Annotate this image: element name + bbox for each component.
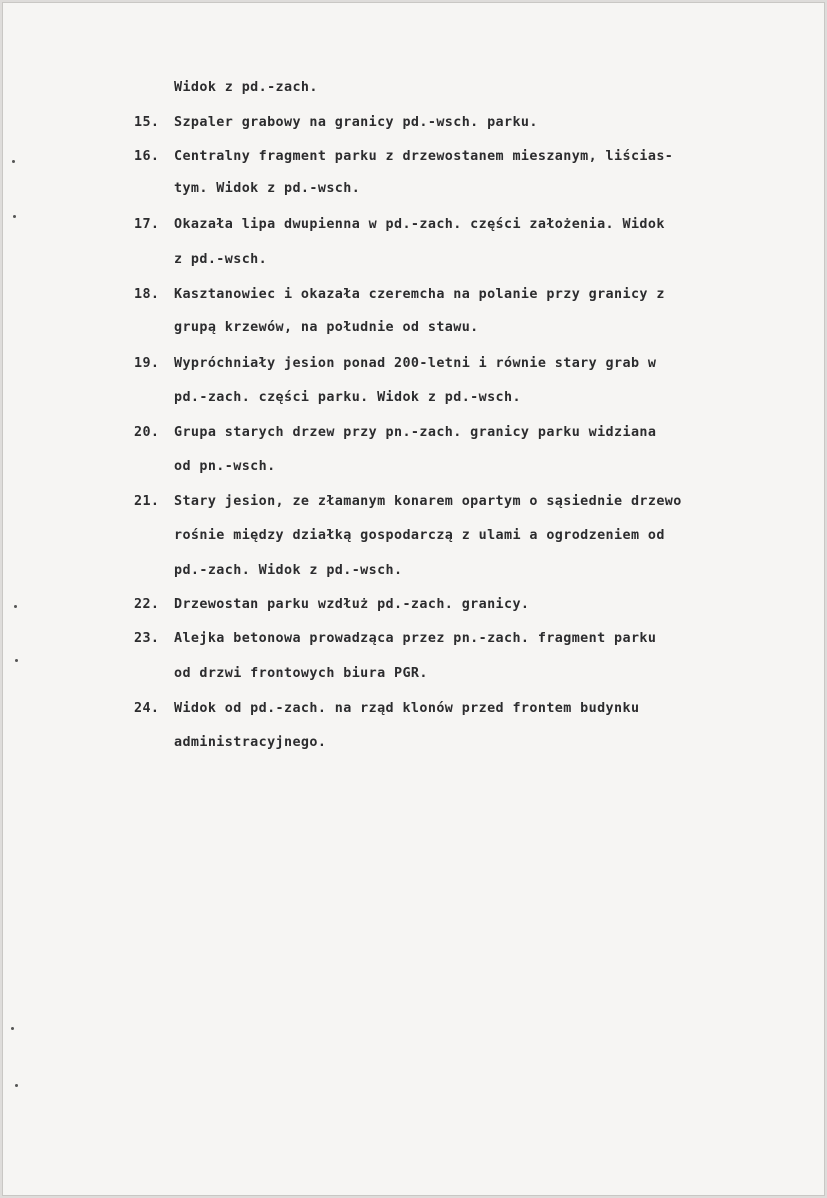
item-text: Wypróchniały jesion ponad 200-letni i równie stary grab w [174,356,657,371]
item-number: 18. [134,287,160,302]
scan-speck [11,1027,14,1030]
scan-speck [15,1084,18,1087]
item-text: Grupa starych drzew przy pn.-zach. granicy parku widziana [174,425,657,440]
item-number: 16. [134,149,160,164]
item-number: 20. [134,425,160,440]
item-text: Okazała lipa dwupienna w pd.-zach. części założenia. Widok [174,217,665,232]
item-text: Stary jesion, ze złamanym konarem opartym o sąsiednie drzewo [174,494,682,509]
item-number: 15. [134,115,160,130]
item-number: 19. [134,356,160,371]
item-text: Kasztanowiec i okazała czeremcha na polanie przy granicy z [174,287,665,302]
item-text: Drzewostan parku wzdłuż pd.-zach. granicy. [174,597,530,612]
document-page [2,2,825,1196]
item-text: pd.-zach. Widok z pd.-wsch. [174,563,403,578]
item-text: z pd.-wsch. [174,252,268,267]
item-text: Widok od pd.-zach. na rząd klonów przed frontem budynku [174,701,640,716]
item-text: Centralny fragment parku z drzewostanem mieszanym, liścias- [174,149,674,164]
item-number: 22. [134,597,160,612]
item-text: Widok z pd.-zach. [174,80,318,95]
item-text: administracyjnego. [174,735,327,750]
item-text: pd.-zach. części parku. Widok z pd.-wsch. [174,390,521,405]
item-number: 24. [134,701,160,716]
scan-speck [14,605,17,608]
item-text: grupą krzewów, na południe od stawu. [174,320,479,335]
item-number: 17. [134,217,160,232]
item-number: 23. [134,631,160,646]
item-text: rośnie między działką gospodarczą z ulami a ogrodzeniem od [174,528,665,543]
item-text: od pn.-wsch. [174,459,276,474]
item-text: od drzwi frontowych biura PGR. [174,666,428,681]
scan-speck [13,215,16,218]
item-text: tym. Widok z pd.-wsch. [174,181,361,196]
item-text: Alejka betonowa prowadząca przez pn.-zach. fragment parku [174,631,657,646]
scan-speck [15,659,18,662]
scan-speck [12,160,15,163]
item-number: 21. [134,494,160,509]
item-text: Szpaler grabowy na granicy pd.-wsch. parku. [174,115,538,130]
